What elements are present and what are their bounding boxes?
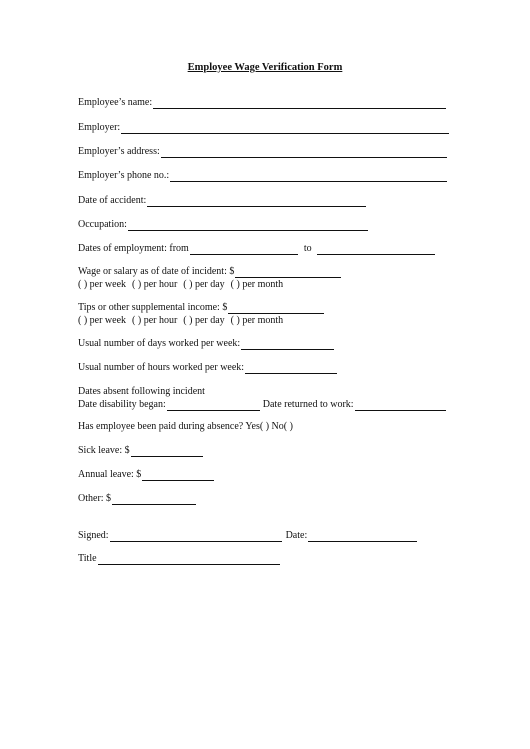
days-worked-field[interactable]	[241, 338, 334, 350]
wage-per-month-option[interactable]: ( ) per month	[230, 279, 284, 290]
wage-row	[78, 265, 341, 278]
wage-per-day-option[interactable]: ( ) per day	[183, 279, 225, 290]
disability-began-label: Date disability began:	[78, 399, 166, 410]
tips-label: Tips or other supplemental income: $	[78, 302, 228, 313]
wage-per-week-option[interactable]: ( ) per week	[78, 279, 127, 290]
tips-per-day-option[interactable]: ( ) per day	[183, 315, 225, 326]
wage-label: Wage or salary as of date of incident: $	[78, 266, 235, 277]
employee-name-row	[78, 96, 446, 109]
dates-of-employment-label: Dates of employment: from	[78, 243, 189, 254]
employer-address-label: Employer’s address:	[78, 146, 160, 157]
date-returned-label: Date returned to work:	[262, 399, 354, 410]
date-of-accident-label: Date of accident:	[78, 195, 147, 206]
occupation-label: Occupation:	[78, 219, 127, 230]
signed-field[interactable]	[110, 530, 282, 542]
tips-per-month-option[interactable]: ( ) per month	[230, 315, 284, 326]
employer-phone-row	[78, 169, 447, 182]
employer-phone-label: Employer’s phone no.:	[78, 170, 170, 181]
title-label: Title	[78, 553, 97, 564]
title-row	[78, 552, 280, 565]
date-of-accident-field[interactable]	[147, 195, 366, 207]
other-row	[78, 492, 196, 505]
signed-row	[78, 529, 417, 542]
tips-per-week-option[interactable]: ( ) per week	[78, 315, 127, 326]
dates-of-employment-row	[78, 242, 435, 255]
tips-amount-field[interactable]	[228, 302, 324, 314]
annual-leave-row	[78, 468, 214, 481]
paid-question-label: Has employee been paid during absence? Yes( ) No( )	[78, 421, 293, 432]
disability-began-field[interactable]	[167, 399, 260, 411]
wage-period-row	[78, 278, 283, 291]
other-label: Other: $	[78, 493, 112, 504]
signed-label: Signed:	[78, 530, 109, 541]
annual-leave-field[interactable]	[142, 469, 214, 481]
employer-address-field[interactable]	[161, 146, 447, 158]
days-worked-row	[78, 337, 334, 350]
employee-name-label: Employee’s name:	[78, 97, 153, 108]
hours-worked-label: Usual number of hours worked per week:	[78, 362, 245, 373]
date-of-accident-row	[78, 194, 366, 207]
tips-per-hour-option[interactable]: ( ) per hour	[132, 315, 178, 326]
date-label: Date:	[285, 530, 308, 541]
hours-worked-row	[78, 361, 337, 374]
days-worked-label: Usual number of days worked per week:	[78, 338, 241, 349]
tips-row	[78, 301, 324, 314]
employer-field[interactable]	[121, 122, 449, 134]
occupation-field[interactable]	[128, 219, 368, 231]
other-field[interactable]	[112, 493, 196, 505]
sick-leave-row	[78, 444, 203, 457]
employment-to-field[interactable]	[317, 243, 435, 255]
employer-phone-field[interactable]	[170, 170, 447, 182]
annual-leave-label: Annual leave: $	[78, 469, 142, 480]
employee-name-field[interactable]	[153, 97, 446, 109]
date-returned-field[interactable]	[355, 399, 446, 411]
sick-leave-label: Sick leave: $	[78, 445, 130, 456]
sick-leave-field[interactable]	[131, 445, 203, 457]
employer-label: Employer:	[78, 122, 121, 133]
wage-per-hour-option[interactable]: ( ) per hour	[132, 279, 178, 290]
date-field[interactable]	[308, 530, 417, 542]
wage-amount-field[interactable]	[235, 266, 341, 278]
dates-absent-row	[78, 385, 205, 398]
title-field[interactable]	[98, 553, 280, 565]
dates-absent-label: Dates absent following incident	[78, 386, 205, 397]
employment-from-field[interactable]	[190, 243, 298, 255]
employment-to-label: to	[303, 243, 312, 254]
hours-worked-field[interactable]	[245, 362, 337, 374]
occupation-row	[78, 218, 368, 231]
employer-address-row	[78, 145, 447, 158]
disability-row	[78, 398, 446, 411]
tips-period-row	[78, 314, 283, 327]
employer-row	[78, 121, 449, 134]
paid-question-row	[78, 420, 293, 433]
form-title: Employee Wage Verification Form	[187, 62, 343, 73]
